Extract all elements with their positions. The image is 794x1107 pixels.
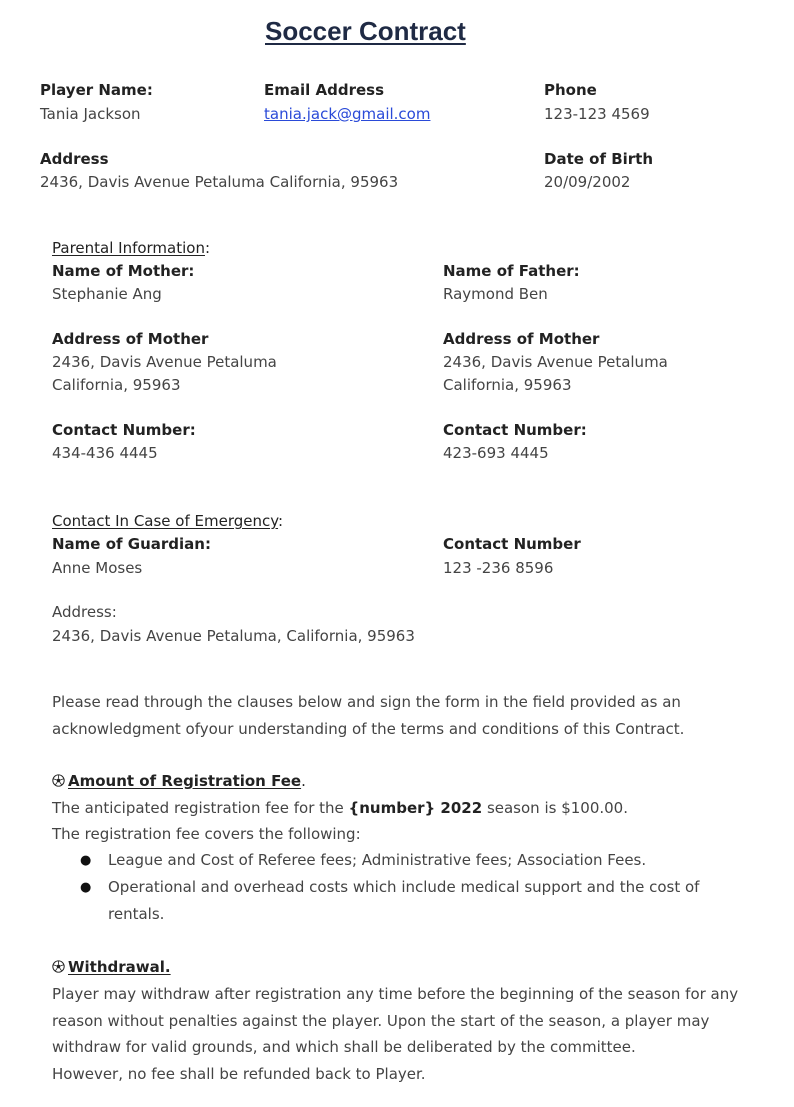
emergency-contact-label: Contact Number bbox=[443, 535, 581, 553]
page-title: Soccer Contract bbox=[265, 16, 466, 46]
email-link[interactable]: tania.jack@gmail.com bbox=[264, 105, 431, 123]
mother-address-line2: California, 95963 bbox=[52, 376, 181, 394]
fee-line2: The registration fee covers the following: bbox=[52, 825, 361, 843]
email-label: Email Address bbox=[264, 81, 385, 99]
dob-value: 20/09/2002 bbox=[544, 173, 631, 191]
fee-bullet-2: ● Operational and overhead costs which include medical support and the cost of rentals. bbox=[108, 874, 748, 928]
withdrawal-line1: Player may withdraw after registration any time before the beginning of the season for any bbox=[52, 985, 739, 1003]
player-name-label: Player Name: bbox=[40, 81, 153, 99]
mother-contact-label: Contact Number: bbox=[52, 421, 196, 439]
phone-label: Phone bbox=[544, 81, 597, 99]
father-contact-label: Contact Number: bbox=[443, 421, 587, 439]
mother-address-label: Address of Mother bbox=[52, 330, 209, 348]
dob-label: Date of Birth bbox=[544, 150, 654, 168]
emergency-address-label: Address: bbox=[52, 603, 117, 621]
mother-name-label: Name of Mother: bbox=[52, 262, 195, 280]
withdrawal-line3: withdraw for valid grounds, and which shall be deliberated by the committee. bbox=[52, 1038, 636, 1056]
mother-name: Stephanie Ang bbox=[52, 285, 162, 303]
mother-contact: 434-436 4445 bbox=[52, 444, 158, 462]
emergency-contact: 123 -236 8596 bbox=[443, 559, 554, 577]
withdrawal-line4: However, no fee shall be refunded back to Player. bbox=[52, 1064, 426, 1083]
emergency-heading: Contact In Case of Emergency: bbox=[52, 512, 284, 530]
father-address-line2: California, 95963 bbox=[443, 376, 572, 394]
father-contact: 423-693 4445 bbox=[443, 444, 549, 462]
guardian-name: Anne Moses bbox=[52, 559, 143, 577]
withdrawal-paragraph bbox=[52, 981, 782, 1087]
father-address-label: Address of Mother bbox=[443, 330, 600, 348]
fee-bullet-1: ● League and Cost of Referee fees; Administrative fees; Association Fees. bbox=[108, 847, 748, 874]
father-address-line1: 2436, Davis Avenue Petaluma bbox=[443, 353, 668, 371]
address-value: 2436, Davis Avenue Petaluma California, 95963 bbox=[40, 173, 399, 191]
bullet-dot-icon: ● bbox=[80, 853, 92, 868]
fee-line1: The anticipated registration fee for the {number} 2022 season is $100.00. bbox=[52, 799, 628, 817]
soccer-ball-icon bbox=[52, 774, 65, 787]
father-name: Raymond Ben bbox=[443, 285, 548, 303]
intro-paragraph bbox=[52, 689, 772, 742]
fee-heading: Amount of Registration Fee. bbox=[52, 772, 306, 790]
withdrawal-heading: Withdrawal. bbox=[52, 958, 171, 976]
guardian-label: Name of Guardian: bbox=[52, 535, 211, 553]
bullet-dot-icon: ● bbox=[80, 880, 92, 895]
withdrawal-line2: reason without penalties against the player. Upon the start of the season, a player may bbox=[52, 1011, 710, 1030]
phone-value: 123-123 4569 bbox=[544, 105, 650, 123]
father-name-label: Name of Father: bbox=[443, 262, 580, 280]
emergency-address: 2436, Davis Avenue Petaluma, California, 95963 bbox=[52, 627, 415, 645]
mother-address-line1: 2436, Davis Avenue Petaluma bbox=[52, 353, 277, 371]
player-name: Tania Jackson bbox=[40, 105, 141, 123]
parental-heading: Parental Information: bbox=[52, 239, 211, 257]
soccer-ball-icon bbox=[52, 960, 65, 973]
address-label: Address bbox=[40, 150, 109, 168]
intro-line1: Please read through the clauses below and sign the form in the field provided as an bbox=[52, 693, 681, 711]
intro-line2: acknowledgment ofyour understanding of the terms and conditions of this Contract. bbox=[52, 719, 685, 738]
